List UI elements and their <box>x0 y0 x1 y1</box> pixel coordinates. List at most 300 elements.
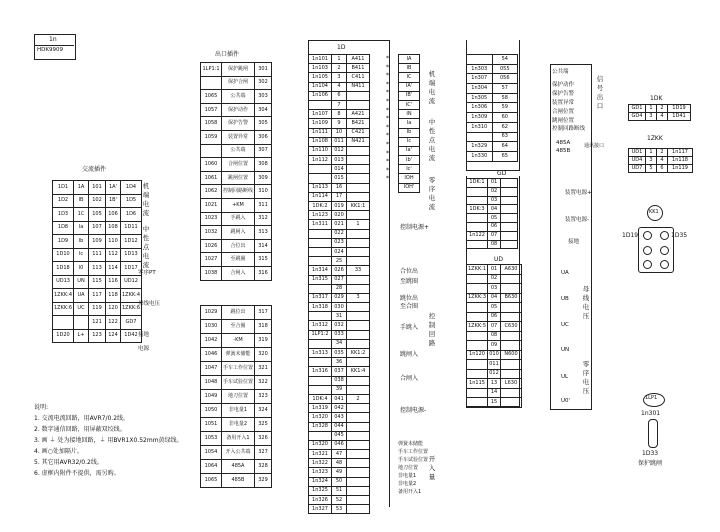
table-cell: GD1 <box>629 105 646 113</box>
ac-side-label: 电源 <box>138 346 150 352</box>
table-row <box>53 181 142 195</box>
table-cell: 至跳圈 <box>222 253 255 267</box>
note-item: 6. 虚框内附件不提供，需另购。 <box>34 470 120 477</box>
table-cell: 010 <box>488 350 501 360</box>
table-cell: IC' <box>399 100 420 109</box>
table-cell: 1n114 <box>309 192 332 201</box>
table-row <box>201 334 272 348</box>
table-cell: 7 <box>332 100 347 109</box>
table-cell: 485B <box>222 474 255 488</box>
table-cell <box>347 192 370 201</box>
table-cell: 121 <box>89 316 106 330</box>
table-cell: 1n304 <box>467 84 493 94</box>
signal-label: 合闸位置 <box>552 109 575 115</box>
table-cell: 1038 <box>201 266 222 280</box>
table-cell: Ic <box>399 137 420 146</box>
group-label: 非电量1 <box>398 473 417 479</box>
table-cell: A421 <box>347 110 370 119</box>
table-cell: 54 <box>492 55 518 65</box>
lp1-link <box>648 419 658 448</box>
table-cell: 313 <box>255 226 272 240</box>
table-cell: 321 <box>255 362 272 376</box>
table-cell: 1D12 <box>121 235 142 249</box>
table-cell: 024 <box>332 247 347 256</box>
table-cell: Ic <box>74 248 89 262</box>
table-cell <box>201 144 222 158</box>
table-cell: 1n323 <box>309 468 332 477</box>
table-cell: A411 <box>347 55 370 64</box>
table-cell: 021 <box>332 220 347 229</box>
table-cell: 1n306 <box>467 103 493 113</box>
table-cell: Ia <box>399 119 420 128</box>
table-cell: -KM <box>222 334 255 348</box>
table-cell: 04 <box>488 293 501 303</box>
table-cell: 1n105 <box>309 73 332 82</box>
table-cell: 1065 <box>201 90 222 104</box>
table-cell: 1049 <box>201 390 222 404</box>
table-cell: 1054 <box>201 446 222 460</box>
table-cell: 327 <box>255 446 272 460</box>
table-row <box>309 431 370 440</box>
table-cell <box>347 404 370 413</box>
table-cell: 1DK:4 <box>309 394 332 403</box>
table-cell: IA <box>399 55 420 64</box>
table-cell: Ia <box>74 221 89 235</box>
table-row <box>201 253 272 267</box>
table-row <box>201 390 272 404</box>
table-cell: 012 <box>488 369 501 379</box>
table-cell: I0 <box>74 262 89 276</box>
table-cell: 1n307 <box>467 74 493 84</box>
group-label: 跳位出 <box>400 295 419 302</box>
table-cell: 116 <box>106 275 121 289</box>
table-row <box>201 376 272 390</box>
table-cell: 1D41 <box>668 113 691 121</box>
table-cell: 1n326 <box>309 496 332 505</box>
table-cell: 1062 <box>201 185 222 199</box>
table-cell: 1n108 <box>309 137 332 146</box>
table-row <box>201 212 272 226</box>
group-label: 手车试验位置 <box>398 457 429 463</box>
signal-label: 控制回路断线 <box>552 126 586 132</box>
table-cell: 124 <box>106 329 121 343</box>
group-label: 控制回路 <box>428 312 436 347</box>
table-cell: 10 <box>332 128 347 137</box>
table-cell <box>347 330 370 339</box>
right-label-ground: 接地 <box>568 239 580 245</box>
table-cell: UC <box>74 302 89 316</box>
table-row <box>399 128 420 137</box>
group-label: 机端电流 <box>428 70 436 105</box>
kk-contact <box>643 246 652 255</box>
table-cell: 1 <box>332 55 347 64</box>
table-cell: 312 <box>255 212 272 226</box>
table-cell: 108 <box>106 221 121 235</box>
table-cell: 8 <box>332 110 347 119</box>
table-cell: 1032 <box>201 226 222 240</box>
table-row <box>201 446 272 460</box>
table-cell: 109 <box>89 235 106 249</box>
lp1-top: 1n301 <box>641 410 661 417</box>
table-row <box>309 146 370 155</box>
table-row <box>309 247 370 256</box>
table-cell: 1n316 <box>309 367 332 376</box>
table-row <box>399 73 420 82</box>
kk1-title: KK1 <box>649 209 659 215</box>
table-cell: 2 <box>332 64 347 73</box>
table-cell: 09 <box>488 341 501 351</box>
table-cell: IB <box>74 194 89 208</box>
table-cell: 1n117 <box>668 149 693 157</box>
table-cell <box>347 146 370 155</box>
table-cell: 49 <box>332 468 347 477</box>
table-cell: 1n318 <box>309 303 332 312</box>
table-row <box>309 330 370 339</box>
table-cell: 1061 <box>201 171 222 185</box>
table-cell: 314 <box>255 239 272 253</box>
table-cell: 311 <box>255 198 272 212</box>
table-cell <box>53 316 74 330</box>
table-row <box>53 221 142 235</box>
table-cell: 1D11 <box>121 221 142 235</box>
table-cell: 65 <box>492 151 518 161</box>
kk-contact <box>660 246 669 255</box>
table-row <box>629 149 693 157</box>
table-cell: 50 <box>332 477 347 486</box>
ac-side-label: 接地 <box>138 332 150 338</box>
table-cell: 115 <box>89 275 106 289</box>
dk-table <box>628 104 691 121</box>
table-cell <box>347 358 370 367</box>
star-mark: * <box>386 98 389 105</box>
table-cell: KK1:2 <box>347 349 370 358</box>
table-row <box>309 55 370 64</box>
table-cell: 107 <box>89 221 106 235</box>
table-cell: 011 <box>332 137 347 146</box>
table-cell: 1 <box>347 220 370 229</box>
table-cell: 1DK:1 <box>467 179 488 188</box>
table-cell: 1LP1:2 <box>309 330 332 339</box>
group-label: 合闸入 <box>400 375 419 382</box>
table-cell: 329 <box>255 474 272 488</box>
table-cell: 6 <box>657 165 668 173</box>
table-cell: 1A <box>74 181 89 195</box>
table-cell: 1D3 <box>53 208 74 222</box>
table-cell <box>309 385 332 394</box>
group-label: 手跳入 <box>400 324 419 331</box>
table-cell <box>347 450 370 459</box>
table-cell: 1059 <box>201 130 222 144</box>
group-label: 弹簧未储能 <box>398 441 424 447</box>
table-cell: 64 <box>492 142 518 152</box>
table-cell: 111 <box>89 248 106 262</box>
table-row <box>309 174 370 183</box>
table-row <box>309 349 370 358</box>
table-row <box>399 82 420 91</box>
table-cell: Ib <box>399 128 420 137</box>
table-cell: 4 <box>657 157 668 165</box>
right-label-ul: UL <box>561 374 569 380</box>
right-label-u0: U0' <box>561 398 571 404</box>
table-cell: 326 <box>255 432 272 446</box>
table-row <box>309 119 370 128</box>
table-cell: 53 <box>332 505 347 514</box>
table-row <box>309 321 370 330</box>
table-cell: 1n101 <box>309 55 332 64</box>
table-cell: 保护动作 <box>222 103 255 117</box>
table-row <box>309 156 370 165</box>
table-cell: 跳位出 <box>222 306 255 320</box>
table-cell: 1ZKK:1 <box>467 265 488 275</box>
right-label-zero: 零序电压 <box>582 360 590 395</box>
table-cell: 045 <box>332 431 347 440</box>
table-cell: 1D13 <box>121 248 142 262</box>
group-label: 至跳圈 <box>400 278 419 285</box>
table-cell: 05 <box>488 303 501 313</box>
table-cell: 1051 <box>201 418 222 432</box>
table-cell: 117 <box>89 289 106 303</box>
star-mark: * <box>386 123 389 131</box>
table-cell: 16 <box>332 183 347 192</box>
lp1-bottom: 1D33 <box>642 450 659 457</box>
table-row <box>309 477 370 486</box>
table-cell: UD12 <box>121 275 142 289</box>
table-row <box>309 137 370 146</box>
table-cell: N411 <box>347 82 370 91</box>
table-cell: GD4 <box>629 113 646 121</box>
table-cell: 跳闸位置 <box>222 171 255 185</box>
table-cell: 319 <box>255 334 272 348</box>
signal-label: 保护动作 <box>552 82 575 88</box>
table-cell: 309 <box>255 171 272 185</box>
table-cell: 324 <box>255 404 272 418</box>
signal-label: 485A <box>556 140 571 146</box>
table-row <box>309 486 370 495</box>
table-cell: 1n107 <box>309 110 332 119</box>
table-row <box>309 440 370 449</box>
table-cell: 06 <box>488 312 501 322</box>
table-cell <box>347 183 370 192</box>
table-row <box>201 158 272 172</box>
table-cell: 28 <box>332 284 347 293</box>
table-cell: 1 <box>646 149 657 157</box>
table-cell: 013 <box>332 156 347 165</box>
table-cell: 306 <box>255 130 272 144</box>
table-row <box>201 185 272 199</box>
table-cell: 055 <box>492 64 518 74</box>
table-row <box>309 257 370 266</box>
table-cell: 1n103 <box>309 64 332 73</box>
table-cell: 307 <box>255 144 272 158</box>
table-cell: 合闸入 <box>222 266 255 280</box>
table-cell: +KM <box>222 198 255 212</box>
table-row <box>309 192 370 201</box>
ac-side-label: 零序PT <box>138 270 156 276</box>
table-cell: 保护告警 <box>222 117 255 131</box>
table-cell: 1050 <box>201 404 222 418</box>
table-cell: 118 <box>106 289 121 303</box>
ac-side-label: 中性点电流 <box>142 225 150 269</box>
table-cell: 1065 <box>201 474 222 488</box>
table-cell: 51 <box>332 486 347 495</box>
table-cell: IB <box>399 64 420 73</box>
table-row <box>309 404 370 413</box>
table-cell: 非电量1 <box>222 404 255 418</box>
table-cell: 1n328 <box>309 422 332 431</box>
kk-contact <box>643 231 652 240</box>
table-row <box>399 183 420 192</box>
table-cell <box>309 100 332 109</box>
table-row <box>309 422 370 431</box>
table-cell: 05 <box>488 214 501 223</box>
table-cell: 119 <box>89 302 106 316</box>
table-row <box>201 171 272 185</box>
table-cell: 9 <box>332 119 347 128</box>
table-cell: 1n312 <box>309 321 332 330</box>
table-cell: 101 <box>89 181 106 195</box>
star-mark: * <box>386 63 389 71</box>
star-mark: * <box>386 149 389 157</box>
table-row <box>399 91 420 100</box>
table-row <box>309 266 370 275</box>
table-cell: 1C <box>74 208 89 222</box>
table-cell: 315 <box>255 253 272 267</box>
table-cell: 102 <box>89 194 106 208</box>
right-label-ua: UA <box>561 270 569 276</box>
term-1d-title: 1D <box>337 44 346 51</box>
table-cell <box>309 339 332 348</box>
group-label: 开入量 <box>428 455 436 481</box>
table-cell: 1D19 <box>668 105 691 113</box>
note-item: 2. 数字通信回路，用屏蔽双绞线。 <box>34 426 126 433</box>
table-cell: 3 <box>332 73 347 82</box>
table-cell: 112 <box>106 248 121 262</box>
table-cell: 至合圈 <box>222 320 255 334</box>
table-cell: 1D18 <box>53 262 74 276</box>
kk-contact <box>643 260 652 269</box>
table-row <box>399 55 420 64</box>
table-cell: 029 <box>332 293 347 302</box>
table-cell: 1n120 <box>467 350 488 360</box>
table-cell: 07 <box>488 322 501 332</box>
table-cell: 1D42 <box>121 329 142 343</box>
table-cell: 110 <box>106 235 121 249</box>
table-row <box>53 208 142 222</box>
table-row <box>309 100 370 109</box>
table-cell: 1D9 <box>53 235 74 249</box>
table-cell <box>347 431 370 440</box>
star-mark: * <box>386 55 389 62</box>
table-cell <box>309 358 332 367</box>
table-cell: 1n109 <box>309 119 332 128</box>
table-cell: 合位出 <box>222 239 255 253</box>
table-cell: 1B' <box>106 194 121 208</box>
table-cell: 1n319 <box>309 404 332 413</box>
table-row <box>53 316 142 330</box>
table-row <box>399 110 420 119</box>
table-row <box>201 117 272 131</box>
table-cell: 1LP1:1 <box>201 63 222 77</box>
table-row <box>309 275 370 284</box>
table-row <box>201 239 272 253</box>
table-row <box>201 320 272 334</box>
table-cell <box>347 165 370 174</box>
table-cell: 046 <box>332 440 347 449</box>
zkk-title: 1ZKK <box>647 135 663 142</box>
table-cell: 1046 <box>201 348 222 362</box>
table-cell: 01 <box>488 179 501 188</box>
table-cell: 1D4 <box>121 181 142 195</box>
table-cell: 1053 <box>201 432 222 446</box>
table-cell: 2 <box>657 149 668 157</box>
table-cell: 03 <box>488 284 501 294</box>
table-cell: 044 <box>332 422 347 431</box>
table-cell: 1n321 <box>309 450 332 459</box>
out-plugin-table-2 <box>200 305 272 488</box>
table-cell: 114 <box>106 262 121 276</box>
table-cell: 63 <box>492 132 518 142</box>
table-cell <box>347 284 370 293</box>
table-cell: N600 <box>501 350 522 360</box>
table-cell: 1n317 <box>309 293 332 302</box>
table-cell: 1n325 <box>309 486 332 495</box>
signal-label: 485B <box>556 148 571 154</box>
table-row <box>629 165 693 173</box>
table-cell: 08 <box>488 331 501 341</box>
table-cell: 1042 <box>201 334 222 348</box>
out-plugin-table <box>200 62 272 281</box>
table-cell: 06 <box>488 222 501 231</box>
table-cell: Ib <box>74 235 89 249</box>
table-cell: 保护跳闸 <box>222 63 255 77</box>
right-label-uc: UC <box>561 322 569 328</box>
table-cell: 026 <box>332 266 347 275</box>
table-row <box>309 128 370 137</box>
table-row <box>309 505 370 514</box>
table-cell: 1ZKK:6 <box>53 302 74 316</box>
table-row <box>53 302 142 316</box>
table-cell: 023 <box>332 238 347 247</box>
table-cell: 控制回路断线 <box>222 185 255 199</box>
table-cell: KK1:4 <box>347 367 370 376</box>
table-cell: UD1 <box>629 149 646 157</box>
star-mark: * <box>386 89 389 97</box>
note-item: 5. 其它用AVR32/0.2线。 <box>34 459 103 466</box>
table-cell: 33 <box>347 266 370 275</box>
star-mark: * <box>386 80 389 88</box>
table-row <box>309 468 370 477</box>
table-cell <box>309 229 332 238</box>
table-cell: 1 <box>646 105 657 113</box>
star-mark: * <box>386 158 389 166</box>
table-cell: 公共端 <box>222 144 255 158</box>
table-cell: 1n320 <box>309 440 332 449</box>
table-cell: 34 <box>332 339 347 348</box>
table-cell: 1D6 <box>121 208 142 222</box>
table-cell: 1n320 <box>309 413 332 422</box>
table-cell: 1ZKK:3 <box>467 293 488 303</box>
table-cell: 备用开入1 <box>222 432 255 446</box>
kk1-right: 1D35 <box>671 232 688 239</box>
table-cell: 1n113 <box>309 183 332 192</box>
table-cell: UD7 <box>629 165 646 173</box>
table-cell: 1023 <box>201 212 222 226</box>
table-cell: 106 <box>106 208 121 222</box>
table-cell: 31 <box>332 312 347 321</box>
table-cell <box>347 486 370 495</box>
table-row <box>629 113 691 121</box>
table-cell <box>347 505 370 514</box>
